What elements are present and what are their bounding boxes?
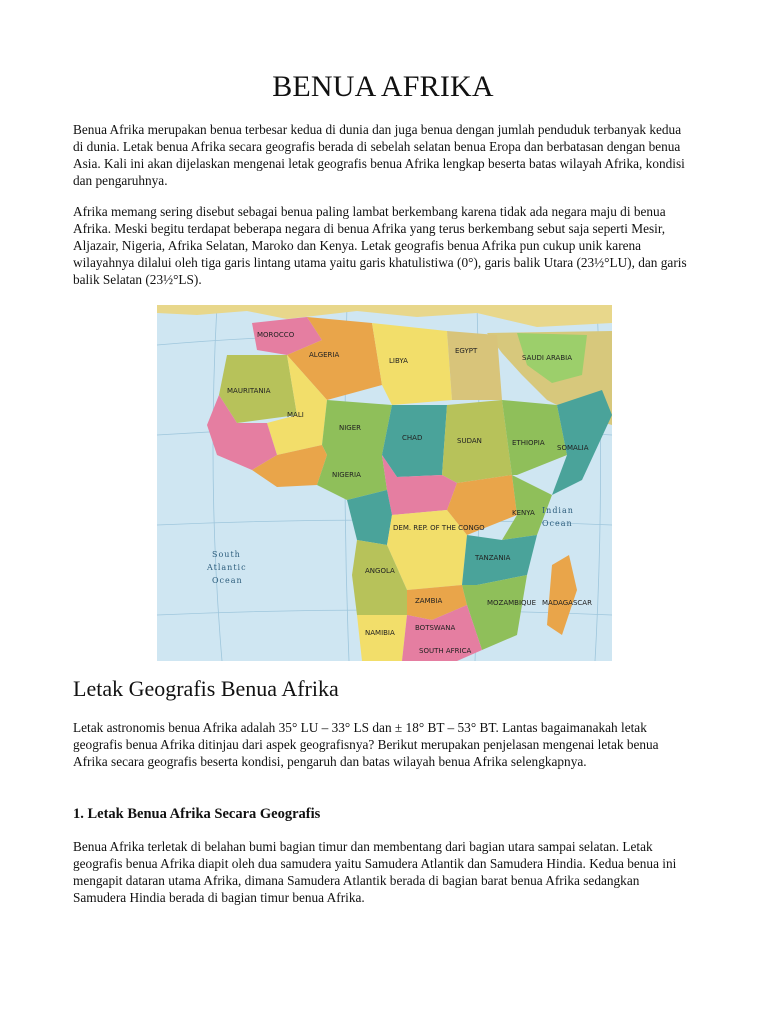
intro-paragraph-2: Afrika memang sering disebut sebagai benua paling lambat berkembang karena tidak ada negara maju di benua Afrika. Meski begitu terdapat beberapa negara di benua Afrika yang terus berkembang sebut saja seperti Mesir, Aljazair, Nigeria, Afrika Selatan, Maroko dan Kenya. Letak geografis benua Afrika pun cukup unik karena wilayahnya dilalui oleh tiga garis lintang utama yaitu garis khatulistiwa (0°), garis balik Utara (23½°LU), dan garis balik Selatan (23½°LS).	[73, 204, 687, 287]
label-tanzania: TANZANIA	[475, 554, 511, 562]
page-title: BENUA AFRIKA	[272, 70, 494, 103]
label-mali: MALI	[287, 411, 304, 419]
label-botswana: BOTSWANA	[415, 624, 456, 632]
label-nigeria: NIGERIA	[332, 471, 361, 479]
label-zambia: ZAMBIA	[415, 597, 443, 605]
label-morocco: MOROCCO	[257, 331, 295, 339]
label-niger: NIGER	[339, 424, 362, 432]
label-mauritania: MAURITANIA	[227, 387, 271, 395]
label-indian-2: Ocean	[542, 519, 573, 528]
label-saudi-arabia: SAUDI ARABIA	[522, 354, 572, 362]
africa-political-map	[157, 305, 612, 661]
label-indian-1: Indian	[542, 506, 574, 515]
label-mozambique: MOZAMBIQUE	[487, 599, 537, 607]
label-dem-rep-congo: DEM. REP. OF THE CONGO	[393, 524, 485, 532]
egypt-region	[447, 331, 502, 400]
label-algeria: ALGERIA	[309, 351, 340, 359]
label-libya: LIBYA	[389, 357, 408, 365]
label-kenya: KENYA	[512, 509, 535, 517]
label-madagascar: MADAGASCAR	[542, 599, 592, 607]
subsection-paragraph: Benua Afrika terletak di belahan bumi bagian timur dan membentang dari bagian utara sampai selatan. Letak geografis benua Afrika diapit oleh dua samudera yaitu Samudera Atlantik dan Samudera Hindia. Kedua benua ini mengapit dataran utama Afrika, dimana Samudera Atlantik berada di bagian barat benua Afrika sedangkan Samudera Hindia berada di bagian timur benua Afrika.	[73, 839, 677, 905]
label-angola: ANGOLA	[365, 567, 395, 575]
africa-map-svg	[157, 305, 612, 661]
label-south-atlantic-3: Ocean	[212, 576, 243, 585]
label-south-africa: SOUTH AFRICA	[419, 647, 472, 655]
label-somalia: SOMALIA	[557, 444, 589, 452]
section-heading: Letak Geografis Benua Afrika	[73, 676, 339, 701]
label-south-atlantic-2: Atlantic	[207, 563, 247, 572]
label-sudan: SUDAN	[457, 437, 482, 445]
label-chad: CHAD	[402, 434, 423, 442]
intro-paragraph-1: Benua Afrika merupakan benua terbesar kedua di dunia dan juga benua dengan jumlah penduduk terbanyak kedua di dunia. Letak benua Afrika secara geografis berada di sebelah selatan benua Eropa dan berbatasan dengan benua Asia. Kali ini akan dijelaskan mengenai letak geografis benua Afrika lengkap beserta batas wilayah Afrika, kondisi dan pengaruhnya.	[73, 122, 685, 188]
namibia-region	[357, 615, 407, 661]
label-south-atlantic-1: South	[212, 550, 241, 559]
section-paragraph: Letak astronomis benua Afrika adalah 35° LU – 33° LS dan ± 18° BT – 53° BT. Lantas bagaimanakah letak geografis benua Afrika ditinjau dari aspek geografisnya? Berikut merupakan penjelasan mengenai letak benua Afrika secara geografis beserta kondisi, pengaruh dan batas wilayah benua Afrika selengkapnya.	[73, 720, 659, 769]
label-egypt: EGYPT	[455, 347, 478, 355]
label-ethiopia: ETHIOPIA	[512, 439, 545, 447]
subsection-heading: 1. Letak Benua Afrika Secara Geografis	[73, 806, 321, 822]
label-namibia: NAMIBIA	[365, 629, 395, 637]
